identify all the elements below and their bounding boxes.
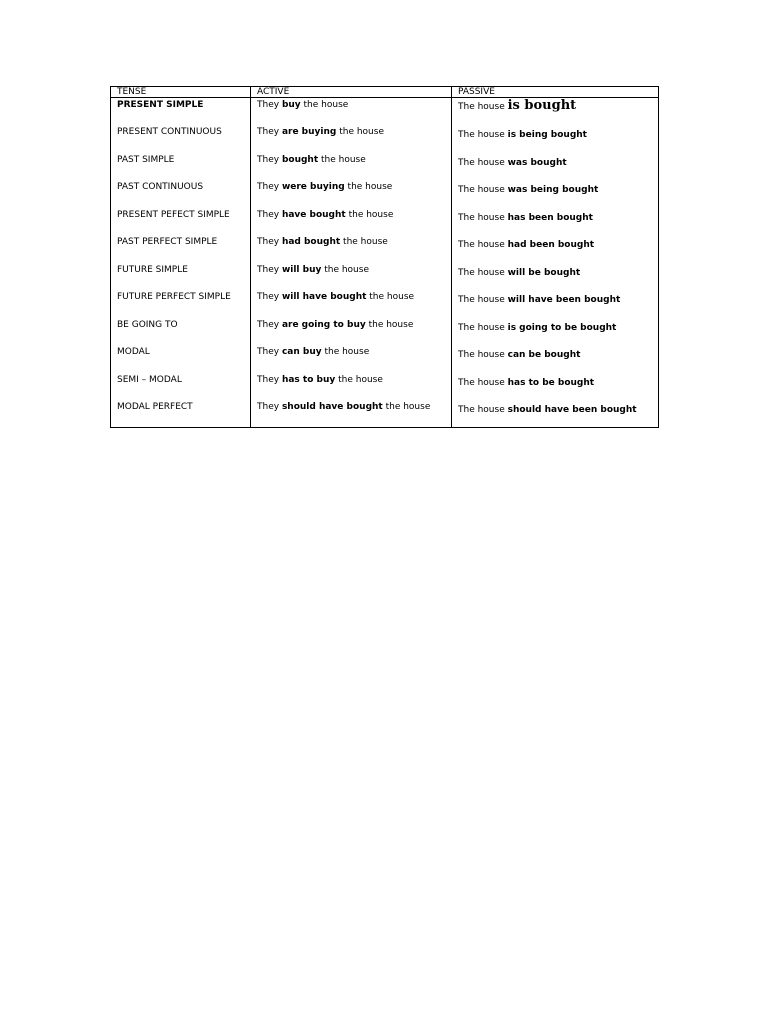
passive-verb: was bought [507, 157, 567, 168]
passive-prefix: The house [458, 267, 508, 278]
active-cell [251, 373, 452, 401]
table-row [111, 373, 659, 401]
active-prefix: They [257, 319, 282, 330]
passive-verb: had been bought [507, 240, 595, 250]
active-suffix: the house [345, 209, 394, 220]
passive-prefix: The house [458, 377, 508, 388]
tense-cell: PAST CONTINUOUS [111, 180, 251, 208]
active-suffix: the house [321, 264, 369, 275]
active-verb: bought [281, 154, 319, 165]
tense-cell: PAST SIMPLE [111, 153, 251, 181]
table-row [111, 318, 659, 346]
tense-cell: FUTURE SIMPLE [111, 263, 251, 291]
active-suffix: the house [336, 127, 384, 137]
table-row [111, 400, 659, 428]
table-row [111, 208, 659, 236]
passive-verb: is going to be bought [507, 322, 617, 333]
active-cell [251, 153, 452, 181]
passive-prefix: The house [458, 130, 508, 140]
active-cell [251, 98, 452, 126]
active-suffix: the house [382, 402, 431, 412]
table-row [111, 98, 659, 126]
passive-cell [452, 153, 659, 181]
active-cell [251, 235, 452, 263]
passive-cell [452, 318, 659, 346]
passive-prefix: The house [458, 405, 508, 415]
passive-cell [452, 373, 659, 401]
active-prefix: They [257, 264, 282, 275]
active-prefix: They [257, 100, 282, 110]
header-tense: TENSE [111, 87, 251, 98]
passive-cell [452, 98, 659, 126]
passive-verb: has been bought [507, 212, 593, 223]
active-cell [251, 125, 452, 153]
passive-cell [452, 345, 659, 373]
passive-verb: will be bought [507, 267, 581, 278]
tense-cell: SEMI – MODAL [111, 373, 251, 401]
tense-cell: PRESENT CONTINUOUS [111, 125, 251, 153]
table-row [111, 153, 659, 181]
active-suffix: the house [335, 374, 383, 385]
tense-table [110, 86, 659, 428]
active-prefix: They [257, 182, 282, 192]
passive-verb: should have been bought [507, 405, 637, 415]
header-active: ACTIVE [251, 87, 452, 98]
active-prefix: They [257, 127, 282, 137]
active-verb: are buying [281, 127, 337, 137]
active-prefix: They [257, 292, 282, 302]
passive-cell [452, 125, 659, 153]
table-row [111, 180, 659, 208]
active-cell [251, 263, 452, 291]
passive-cell [452, 263, 659, 291]
active-cell [251, 318, 452, 346]
active-prefix: They [257, 402, 282, 412]
passive-cell [452, 290, 659, 318]
header-passive: PASSIVE [452, 87, 659, 98]
tense-cell: MODAL PERFECT [111, 400, 251, 428]
active-cell [251, 208, 452, 236]
active-verb: should have bought [281, 402, 383, 412]
active-suffix: the house [340, 237, 388, 247]
passive-cell [452, 180, 659, 208]
passive-prefix: The house [458, 185, 508, 195]
passive-verb: is bought [507, 98, 577, 113]
active-suffix: the house [365, 319, 414, 330]
passive-cell [452, 400, 659, 428]
tense-cell: PRESENT PEFECT SIMPLE [111, 208, 251, 236]
active-verb: were buying [281, 182, 345, 192]
passive-prefix: The house [458, 322, 508, 333]
active-suffix: the house [318, 154, 366, 165]
active-verb: are going to buy [281, 319, 366, 330]
active-verb: have bought [281, 209, 346, 220]
active-suffix: the house [300, 100, 349, 110]
passive-prefix: The house [458, 102, 508, 112]
table-row [111, 345, 659, 373]
passive-verb: was being bought [507, 185, 599, 195]
active-cell [251, 345, 452, 373]
tense-cell: MODAL [111, 345, 251, 373]
active-prefix: They [257, 374, 282, 385]
passive-prefix: The house [458, 350, 508, 360]
active-cell [251, 400, 452, 428]
active-verb: has to buy [281, 374, 336, 385]
tense-cell: FUTURE PERFECT SIMPLE [111, 290, 251, 318]
active-verb: will buy [281, 264, 322, 275]
active-suffix: the house [366, 292, 415, 302]
passive-cell [452, 235, 659, 263]
table-row [111, 263, 659, 291]
passive-prefix: The house [458, 157, 508, 168]
passive-prefix: The house [458, 240, 508, 250]
table-row [111, 125, 659, 153]
active-verb: can buy [281, 347, 322, 357]
passive-prefix: The house [458, 295, 508, 305]
passive-prefix: The house [458, 212, 508, 223]
tense-cell: PAST PERFECT SIMPLE [111, 235, 251, 263]
active-prefix: They [257, 154, 282, 165]
tense-cell: BE GOING TO [111, 318, 251, 346]
active-suffix: the house [321, 347, 370, 357]
active-verb: had bought [281, 237, 341, 247]
active-prefix: They [257, 209, 282, 220]
active-cell [251, 290, 452, 318]
active-suffix: the house [344, 182, 393, 192]
table-row [111, 290, 659, 318]
active-prefix: They [257, 237, 282, 247]
passive-cell [452, 208, 659, 236]
active-verb: buy [281, 100, 301, 110]
tense-cell: PRESENT SIMPLE [111, 98, 251, 126]
table-header-row [111, 87, 659, 98]
table-row [111, 235, 659, 263]
active-verb: will have bought [281, 292, 367, 302]
passive-verb: is being bought [507, 130, 587, 140]
active-prefix: They [257, 347, 282, 357]
active-cell [251, 180, 452, 208]
passive-verb: can be bought [507, 350, 581, 360]
passive-verb: will have been bought [507, 295, 621, 305]
passive-verb: has to be bought [507, 377, 595, 388]
